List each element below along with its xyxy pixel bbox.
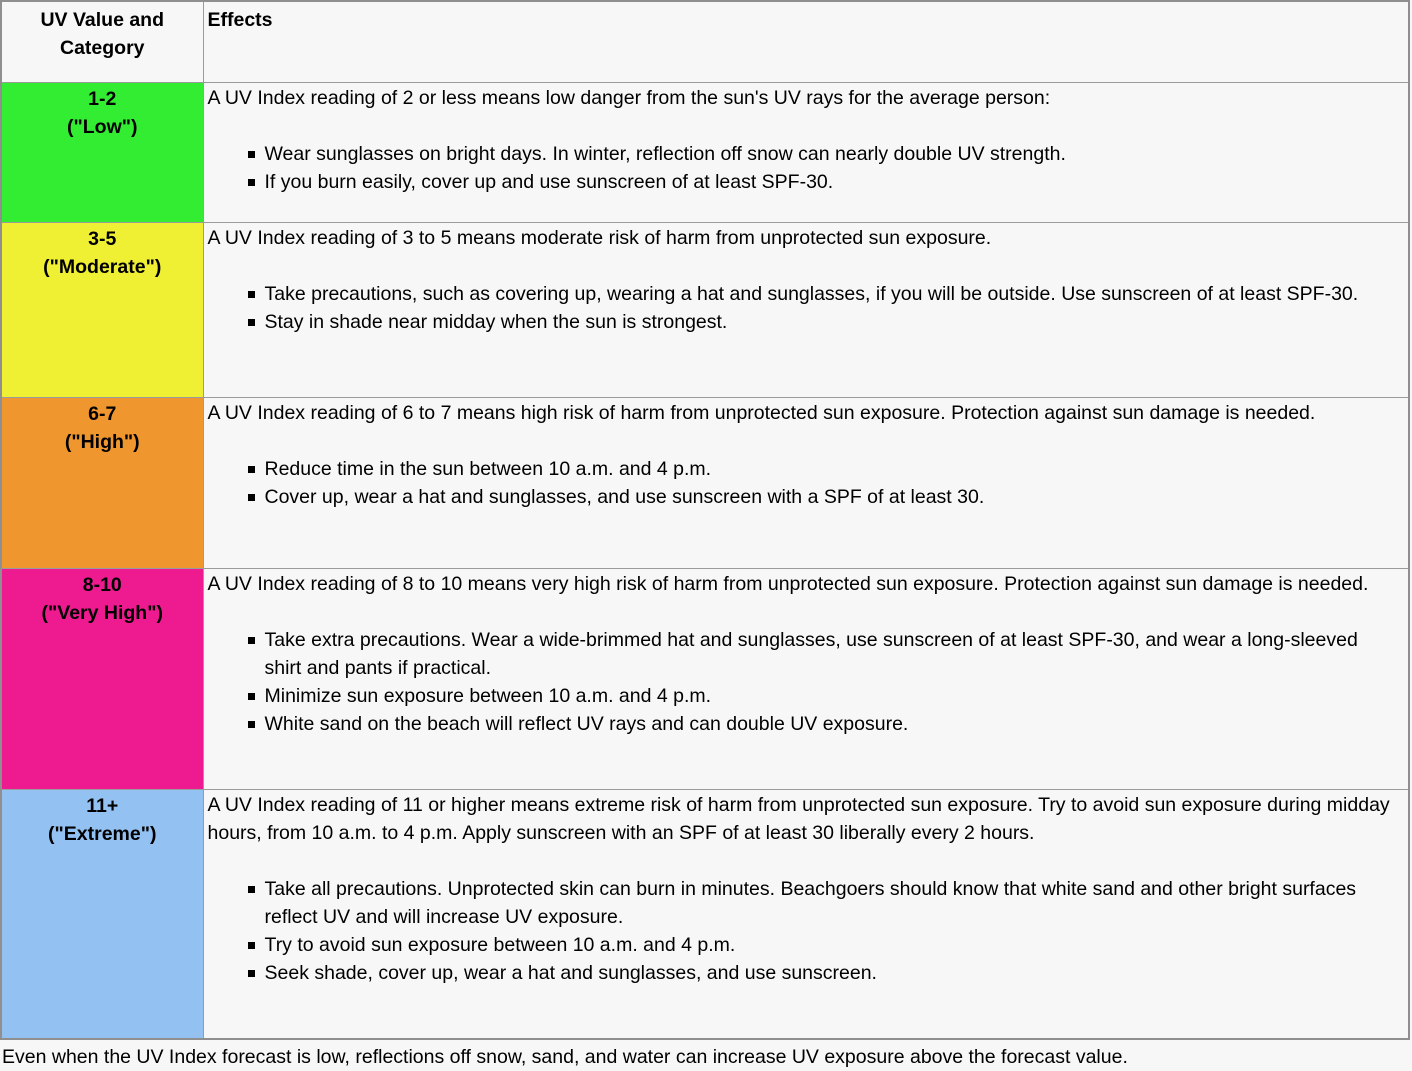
clipped-footer-text: Even when the UV Index forecast is low, reflections off snow, sand, and water can increase UV exposure above the forecast value.	[2, 1045, 1128, 1068]
effects-bullet-item: Minimize sun exposure between 10 a.m. and 4 p.m.	[248, 682, 1401, 710]
effects-cell	[203, 398, 1409, 569]
uv-category-cell	[1, 569, 203, 790]
effects-paragraph: A UV Index reading of 6 to 7 means high risk of harm from unprotected sun exposure. Protection against sun damage is needed.	[207, 402, 1316, 424]
effects-bullet-list	[248, 280, 1401, 336]
uv-value: 11+	[86, 795, 119, 817]
table-row	[1, 398, 1409, 569]
uv-category-label: ("Moderate")	[43, 256, 162, 278]
effects-bullet-item: Take extra precautions. Wear a wide-brimmed hat and sunglasses, use sunscreen of at least SPF-30, and wear a long-sleeved shirt and pants if practical.	[248, 626, 1401, 682]
effects-cell	[203, 83, 1409, 223]
uv-category-label: ("Low")	[67, 116, 138, 138]
effects-bullet-item: Seek shade, cover up, wear a hat and sunglasses, and use sunscreen.	[248, 959, 1401, 987]
effects-bullet-list	[248, 626, 1401, 738]
uv-category-cell	[1, 83, 203, 223]
effects-bullet-item: If you burn easily, cover up and use sunscreen of at least SPF-30.	[248, 168, 1401, 196]
effects-cell	[203, 790, 1409, 1039]
effects-bullet-item: Reduce time in the sun between 10 a.m. and 4 p.m.	[248, 455, 1401, 483]
header-uv-value-and-category	[1, 1, 203, 83]
header-effects: Effects	[203, 1, 1409, 83]
uv-value: 8-10	[82, 574, 122, 596]
effects-bullet-item: Cover up, wear a hat and sunglasses, and use sunscreen with a SPF of at least 30.	[248, 483, 1401, 511]
table-row	[1, 790, 1409, 1039]
table-header-row	[1, 1, 1409, 83]
uv-category-label: ("High")	[64, 431, 140, 453]
effects-bullet-item: Take all precautions. Unprotected skin can burn in minutes. Beachgoers should know that white sand and other bright surfaces reflect UV and will increase UV exposure.	[248, 875, 1401, 931]
uv-value: 3-5	[88, 228, 117, 250]
header-col1-line1: UV Value and	[40, 9, 165, 31]
uv-category-cell	[1, 223, 203, 398]
effects-bullet-item: Try to avoid sun exposure between 10 a.m. and 4 p.m.	[248, 931, 1401, 959]
effects-paragraph: A UV Index reading of 2 or less means low danger from the sun's UV rays for the average person:	[207, 87, 1051, 109]
effects-bullet-item: Take precautions, such as covering up, wearing a hat and sunglasses, if you will be outside. Use sunscreen of at least SPF-30.	[248, 280, 1401, 308]
effects-cell	[203, 223, 1409, 398]
uv-value: 1-2	[88, 88, 117, 110]
uv-category-cell	[1, 398, 203, 569]
effects-cell	[203, 569, 1409, 790]
effects-bullet-list	[248, 455, 1401, 511]
uv-category-label: ("Extreme")	[48, 823, 157, 845]
effects-bullet-item: White sand on the beach will reflect UV rays and can double UV exposure.	[248, 710, 1401, 738]
effects-paragraph: A UV Index reading of 8 to 10 means very high risk of harm from unprotected sun exposure. Protection against sun damage is needed.	[207, 573, 1369, 595]
effects-bullet-list	[248, 140, 1401, 196]
uv-category-label: ("Very High")	[41, 602, 163, 624]
uv-table-body	[1, 83, 1409, 1039]
uv-category-cell	[1, 790, 203, 1039]
effects-paragraph: A UV Index reading of 3 to 5 means moderate risk of harm from unprotected sun exposure.	[207, 227, 992, 249]
effects-bullet-list	[248, 875, 1401, 987]
table-row	[1, 223, 1409, 398]
table-row	[1, 83, 1409, 223]
effects-bullet-item: Wear sunglasses on bright days. In winter, reflection off snow can nearly double UV strength.	[248, 140, 1401, 168]
uv-value: 6-7	[88, 403, 117, 425]
effects-bullet-item: Stay in shade near midday when the sun is strongest.	[248, 308, 1401, 336]
effects-paragraph: A UV Index reading of 11 or higher means extreme risk of harm from unprotected sun exposure. Try to avoid sun exposure during midday hours, from 10 a.m. to 4 p.m. Apply sunscreen with an SPF of at least 30 liberally every 2 hours.	[207, 794, 1390, 844]
table-row	[1, 569, 1409, 790]
header-col1-line2: Category	[59, 37, 145, 59]
